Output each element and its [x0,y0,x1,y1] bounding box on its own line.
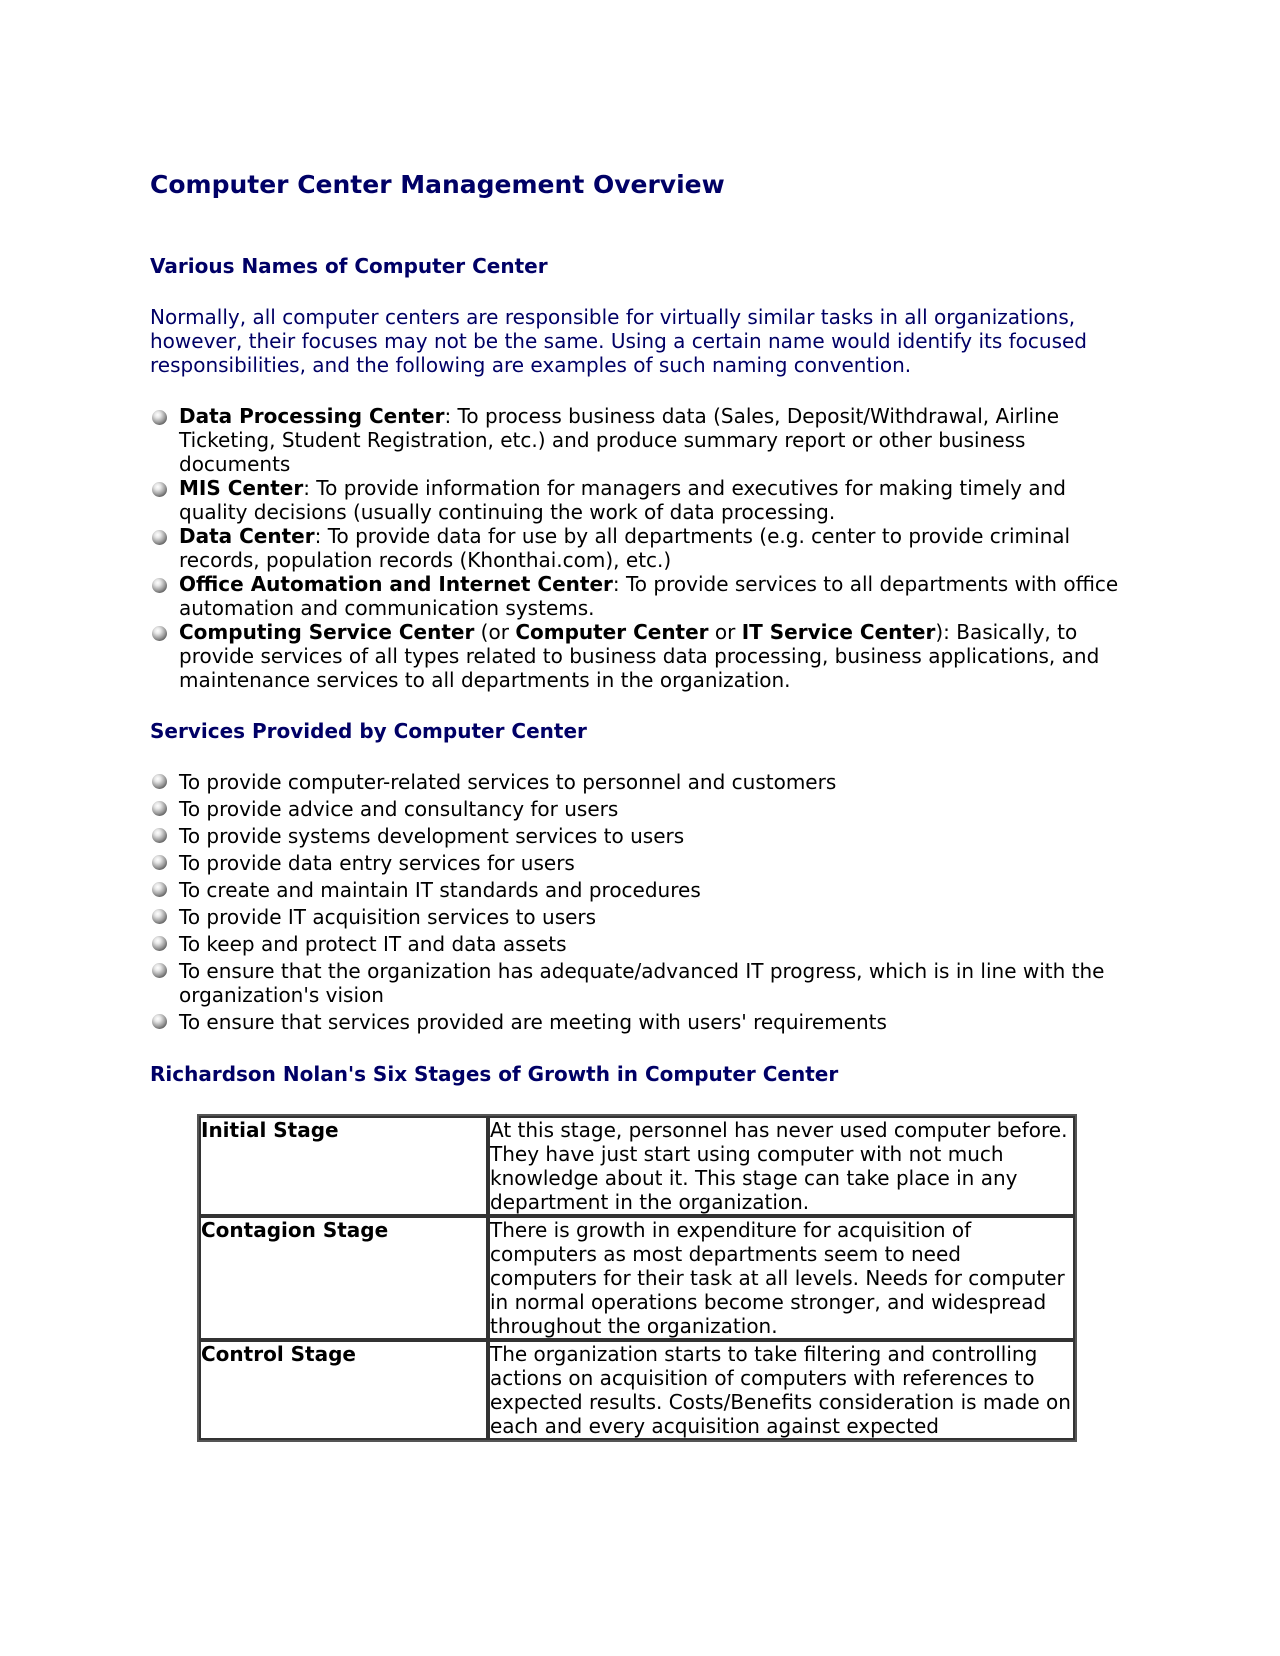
bullet-icon [152,626,167,641]
item-text: ): Basically, to provide services of all types related to business data processing, business applications, and maintenance services to all departments in the organization. [179,620,1100,692]
section-heading-names: Various Names of Computer Center [150,254,548,278]
item-text: To provide systems development services to users [179,824,685,848]
item-text: : To provide services to all departments with office automation and communication systems. [179,572,1119,620]
list-item [150,878,1130,902]
list-item [150,620,1130,692]
bullet-icon [152,909,167,924]
list-item [150,932,1130,956]
stage-desc-cell: At this stage, personnel has never used computer before. They have just start using computer with not much knowledge about it. This stage can take place in any department in the organization. [488,1116,1075,1216]
table-row [199,1116,1075,1216]
list-item [150,851,1130,875]
bullet-icon [152,1014,167,1029]
term-label: Data Center [179,524,315,548]
list-item [150,1010,1130,1034]
table-row [199,1216,1075,1340]
list-item [150,572,1130,620]
stage-name-cell: Contagion Stage [199,1216,488,1340]
list-item [150,824,1130,848]
item-text: To ensure that services provided are meeting with users' requirements [179,1010,887,1034]
term-label: Data Processing Center [179,404,445,428]
names-list [150,404,1130,692]
item-text: To provide IT acquisition services to users [179,905,597,929]
stages-table [197,1114,1077,1442]
item-text: : To provide data for use by all departments (e.g. center to provide criminal records, population records (Khonthai.com), etc.) [179,524,1071,572]
term-label: Computer Center [515,620,709,644]
item-text: or [708,620,742,644]
stage-desc-cell: The organization starts to take filtering and controlling actions on acquisition of computers with references to expected results. Costs/Benefits consideration is made on each and every acquisition against expected [488,1340,1075,1440]
document-page [150,170,1130,1438]
bullet-icon [152,882,167,897]
bullet-icon [152,936,167,951]
item-text: To provide computer-related services to personnel and customers [179,770,837,794]
item-text: To create and maintain IT standards and procedures [179,878,701,902]
bullet-icon [152,801,167,816]
page-title: Computer Center Management Overview [150,170,725,199]
table-row [199,1340,1075,1440]
item-text: To provide advice and consultancy for users [179,797,619,821]
list-item [150,797,1130,821]
list-item [150,905,1130,929]
bullet-icon [152,530,167,545]
item-text: To ensure that the organization has adequate/advanced IT progress, which is in line with the organization's vision [179,959,1105,1007]
list-item [150,476,1130,524]
stage-name-cell: Initial Stage [199,1116,488,1216]
bullet-icon [152,963,167,978]
term-label: Computing Service Center [179,620,475,644]
services-list [150,770,1130,1034]
item-text: (or [474,620,516,644]
bullet-icon [152,578,167,593]
section-heading-services: Services Provided by Computer Center [150,719,587,743]
item-text: : To process business data (Sales, Deposit/Withdrawal, Airline Ticketing, Student Registration, etc.) and produce summary report or other business documents [179,404,1060,476]
bullet-icon [152,774,167,789]
list-item [150,770,1130,794]
list-item [150,404,1130,476]
item-text: To provide data entry services for users [179,851,575,875]
list-item [150,524,1130,572]
intro-paragraph: Normally, all computer centers are responsible for virtually similar tasks in all organizations, however, their focuses may not be the same. Using a certain name would identify its focused responsibilities, and the following are examples of such naming convention. [150,305,1088,377]
term-label: Office Automation and Internet Center [179,572,613,596]
stage-desc-cell: There is growth in expenditure for acquisition of computers as most departments seem to need computers for their task at all levels. Needs for computer in normal operations become stronger, and widespread throughout the organization. [488,1216,1075,1340]
list-item [150,959,1130,1007]
item-text: : To provide information for managers and executives for making timely and quality decisions (usually continuing the work of data processing. [179,476,1066,524]
bullet-icon [152,482,167,497]
bullet-icon [152,410,167,425]
bullet-icon [152,855,167,870]
stage-name-cell: Control Stage [199,1340,488,1440]
section-heading-stages: Richardson Nolan's Six Stages of Growth in Computer Center [150,1062,839,1086]
term-label: MIS Center [179,476,304,500]
bullet-icon [152,828,167,843]
term-label: IT Service Center [741,620,936,644]
item-text: To keep and protect IT and data assets [179,932,567,956]
